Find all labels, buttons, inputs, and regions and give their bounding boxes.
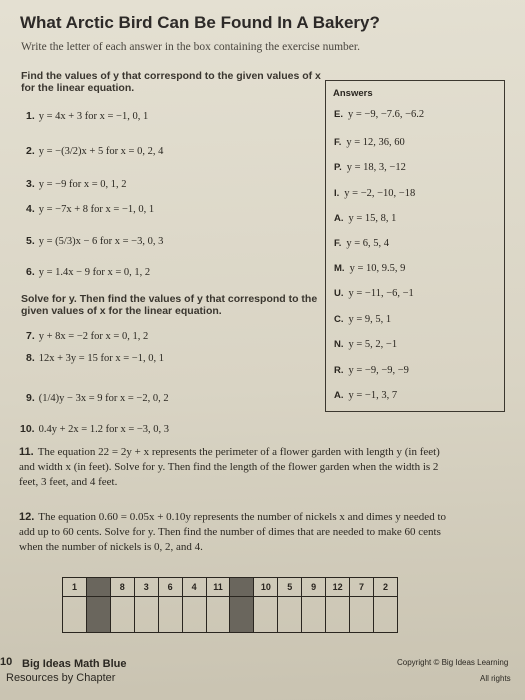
grid-cell[interactable] (183, 578, 207, 632)
section2-heading: Solve for y. Then find the values of y that correspond to the given values of x for the linear equation. (21, 293, 318, 317)
problem-11: 11. The equation 22 = 2y + x represents the perimeter of a flower garden with length y (in feet) and width x (in feet). Solve for y. Then find the length of the flower garden when the width is 2 feet, 3 feet, and 4 feet. (19, 446, 440, 488)
answers-heading: Answers (333, 88, 373, 99)
page-number: 10 (0, 656, 13, 668)
grid-cell-number-row (230, 578, 253, 597)
grid-cell[interactable] (374, 578, 397, 632)
grid-cell-number-row (183, 578, 206, 597)
exercise-3: 3. y = −9 for x = 0, 1, 2 (26, 178, 127, 190)
answer-u: U. y = −11, −6, −1 (334, 288, 414, 299)
answer-f1: F. y = 12, 36, 60 (334, 137, 405, 148)
exercise-2: 2. y = −(3/2)x + 5 for x = 0, 2, 4 (26, 145, 164, 157)
grid-cell[interactable] (63, 578, 87, 632)
grid-cell-number: 2 (382, 582, 388, 592)
grid-cell-number: 12 (332, 582, 343, 592)
exercise-5: 5. y = (5/3)x − 6 for x = −3, 0, 3 (26, 235, 164, 247)
grid-cell-number: 8 (119, 582, 125, 592)
answer-e: E. y = −9, −7.6, −6.2 (334, 109, 425, 120)
grid-cell-shaded (87, 578, 111, 632)
grid-cell-number-row (350, 578, 373, 597)
grid-cell-number-row (302, 578, 325, 597)
answer-n: N. y = 5, 2, −1 (334, 339, 398, 350)
page-title: What Arctic Bird Can Be Found In A Bakery? (20, 13, 380, 32)
grid-cell-number: 1 (71, 582, 77, 592)
answer-f2: F. y = 6, 5, 4 (334, 238, 390, 249)
grid-cell-number: 9 (311, 582, 317, 592)
answer-m: M. y = 10, 9.5, 9 (334, 263, 406, 274)
grid-cell-number: 11 (213, 582, 223, 592)
grid-cell-number: 3 (143, 582, 149, 592)
instructions: Write the letter of each answer in the box containing the exercise number. (21, 41, 360, 53)
grid-cell-number-row (87, 578, 110, 597)
exercise-10: 10. 0.4y + 2x = 1.2 for x = −3, 0, 3 (20, 423, 170, 435)
grid-cell[interactable] (135, 578, 159, 632)
grid-cell-number-row (135, 578, 158, 597)
grid-cell-number-row (63, 578, 86, 597)
grid-cell-number-row (207, 578, 230, 597)
exercise-1: 1. y = 4x + 3 for x = −1, 0, 1 (26, 110, 149, 122)
copyright: Copyright © Big Ideas Learning (397, 658, 509, 667)
book-subtitle: Resources by Chapter (6, 672, 116, 684)
problem-12: 12. The equation 0.60 = 0.05x + 0.10y represents the number of nickels x and dimes y needed to add up to 60 cents. Solve for y. Then find the number of dimes that are needed to make 60 cents when the number of nickels is 0, 2, and 4. (19, 511, 446, 553)
answer-a2: A. y = −1, 3, 7 (334, 390, 398, 401)
grid-cell-number: 4 (191, 582, 197, 592)
grid-cell[interactable] (326, 578, 350, 632)
rights: All rights (480, 674, 511, 683)
grid-cell[interactable] (159, 578, 183, 632)
grid-cell-number-row (111, 578, 134, 597)
exercise-4: 4. y = −7x + 8 for x = −1, 0, 1 (26, 203, 155, 215)
grid-cell[interactable] (302, 578, 326, 632)
exercise-9: 9. (1/4)y − 3x = 9 for x = −2, 0, 2 (26, 392, 169, 404)
grid-cell-number-row (278, 578, 301, 597)
grid-cell[interactable] (278, 578, 302, 632)
grid-cell-number-row (374, 578, 397, 597)
grid-cell-number: 6 (167, 582, 173, 592)
grid-cell-number-row (326, 578, 349, 597)
answer-i: I. y = −2, −10, −18 (334, 188, 416, 199)
grid-cell-number: 10 (260, 582, 271, 592)
grid-cell-number: 5 (287, 582, 293, 592)
answer-grid (62, 577, 398, 633)
grid-cell[interactable] (350, 578, 374, 632)
exercise-7: 7. y + 8x = −2 for x = 0, 1, 2 (26, 330, 149, 342)
grid-cell-number: 7 (359, 582, 365, 592)
answer-r: R. y = −9, −9, −9 (334, 365, 409, 376)
grid-cell[interactable] (207, 578, 231, 632)
grid-cell[interactable] (111, 578, 135, 632)
answer-c: C. y = 9, 5, 1 (334, 314, 392, 325)
exercise-6: 6. y = 1.4x − 9 for x = 0, 1, 2 (26, 266, 151, 278)
grid-cell-shaded (230, 578, 254, 632)
grid-cell-number-row (159, 578, 182, 597)
grid-cell-number-row (254, 578, 277, 597)
exercise-8: 8. 12x + 3y = 15 for x = −1, 0, 1 (26, 352, 164, 364)
grid-cell[interactable] (254, 578, 278, 632)
section1-heading: Find the values of y that correspond to the given values of x for the linear equation. (21, 70, 321, 94)
answer-a1: A. y = 15, 8, 1 (334, 213, 397, 224)
book-title: Big Ideas Math Blue (22, 658, 127, 670)
answer-p: P. y = 18, 3, −12 (334, 162, 406, 173)
